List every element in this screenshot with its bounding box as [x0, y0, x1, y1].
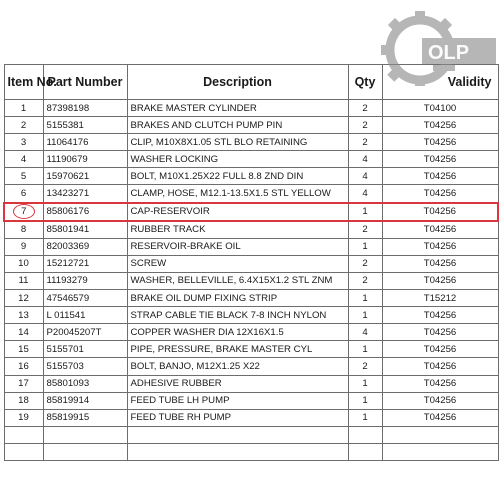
cell-qty: 1	[348, 203, 382, 221]
cell-qty: 4	[348, 151, 382, 168]
cell-description: RUBBER TRACK	[127, 221, 348, 239]
cell-description: BOLT, M10X1.25X22 FULL 8.8 ZND DIN	[127, 168, 348, 185]
table-row	[4, 358, 498, 375]
cell-part-number: 47546579	[43, 290, 127, 307]
cell-qty: 4	[348, 324, 382, 341]
table-row	[4, 134, 498, 151]
cell-item-no: 16	[4, 358, 43, 375]
cell-validity	[382, 443, 498, 460]
cell-item-no: 12	[4, 290, 43, 307]
cell-description: STRAP CABLE TIE BLACK 7-8 INCH NYLON	[127, 307, 348, 324]
cell-description: BRAKE MASTER CYLINDER	[127, 100, 348, 117]
cell-validity: T04256	[382, 272, 498, 289]
cell-description: COPPER WASHER DIA 12X16X1.5	[127, 324, 348, 341]
cell-item-no: 2	[4, 117, 43, 134]
cell-validity: T04256	[382, 238, 498, 255]
cell-item-no: 9	[4, 238, 43, 255]
cell-item-no: 3	[4, 134, 43, 151]
cell-item-no: 8	[4, 221, 43, 239]
cell-item-no: 17	[4, 375, 43, 392]
cell-item-no: 10	[4, 255, 43, 272]
cell-description	[127, 443, 348, 460]
cell-qty: 2	[348, 134, 382, 151]
table-row	[4, 409, 498, 426]
cell-description: RESERVOIR-BRAKE OIL	[127, 238, 348, 255]
company-logo	[378, 8, 498, 86]
cell-description: CAP-RESERVOIR	[127, 203, 348, 221]
cell-description: CLIP, M10X8X1.05 STL BLO RETAINING	[127, 134, 348, 151]
cell-item-no: 4	[4, 151, 43, 168]
cell-part-number: 5155381	[43, 117, 127, 134]
table-row	[4, 100, 498, 117]
cell-validity: T04256	[382, 221, 498, 239]
highlight-circle: 7	[13, 204, 35, 219]
table-row	[4, 255, 498, 272]
cell-item-no: 6	[4, 185, 43, 203]
table-row	[4, 151, 498, 168]
cell-part-number: 11064176	[43, 134, 127, 151]
cell-part-number: 11190679	[43, 151, 127, 168]
cell-qty: 2	[348, 272, 382, 289]
cell-qty: 2	[348, 358, 382, 375]
cell-part-number: 82003369	[43, 238, 127, 255]
cell-item-no: 14	[4, 324, 43, 341]
cell-qty: 1	[348, 375, 382, 392]
cell-item-no: 13	[4, 307, 43, 324]
table-row	[4, 392, 498, 409]
cell-validity: T04256	[382, 203, 498, 221]
cell-part-number: P20045207T	[43, 324, 127, 341]
cell-validity: T04256	[382, 117, 498, 134]
cell-qty: 4	[348, 185, 382, 203]
cell-part-number	[43, 426, 127, 443]
table-row	[4, 307, 498, 324]
cell-part-number: 11193279	[43, 272, 127, 289]
cell-item-no: 19	[4, 409, 43, 426]
cell-part-number: 85819914	[43, 392, 127, 409]
cell-item-no	[4, 426, 43, 443]
cell-description: FEED TUBE LH PUMP	[127, 392, 348, 409]
cell-description: BRAKES AND CLUTCH PUMP PIN	[127, 117, 348, 134]
cell-item-no: 5	[4, 168, 43, 185]
table-row	[4, 443, 498, 460]
cell-qty: 1	[348, 307, 382, 324]
cell-description: WASHER LOCKING	[127, 151, 348, 168]
table-row	[4, 168, 498, 185]
table-row	[4, 221, 498, 239]
cell-validity: T04256	[382, 168, 498, 185]
cell-qty: 2	[348, 100, 382, 117]
header-part-number: Part Number	[43, 65, 127, 100]
cell-item-no: 11	[4, 272, 43, 289]
cell-validity: T04256	[382, 375, 498, 392]
cell-part-number: 85801093	[43, 375, 127, 392]
table-row	[4, 272, 498, 289]
cell-validity: T04256	[382, 185, 498, 203]
cell-description: ADHESIVE RUBBER	[127, 375, 348, 392]
cell-validity	[382, 426, 498, 443]
cell-validity: T04256	[382, 151, 498, 168]
cell-qty: 1	[348, 238, 382, 255]
header-qty: Qty	[348, 65, 382, 100]
cell-item-no: 15	[4, 341, 43, 358]
cell-description: CLAMP, HOSE, M12.1-13.5X1.5 STL YELLOW	[127, 185, 348, 203]
cell-validity: T15212	[382, 290, 498, 307]
table-row	[4, 341, 498, 358]
cell-validity: T04256	[382, 392, 498, 409]
cell-part-number: L 011541	[43, 307, 127, 324]
cell-part-number: 13423271	[43, 185, 127, 203]
cell-description: SCREW	[127, 255, 348, 272]
cell-validity: T04256	[382, 341, 498, 358]
table-row	[4, 238, 498, 255]
cell-qty: 1	[348, 392, 382, 409]
cell-qty: 2	[348, 221, 382, 239]
cell-validity: T04256	[382, 307, 498, 324]
cell-part-number	[43, 443, 127, 460]
cell-description: BOLT, BANJO, M12X1.25 X22	[127, 358, 348, 375]
cell-description: PIPE, PRESSURE, BRAKE MASTER CYL	[127, 341, 348, 358]
table-row	[4, 203, 498, 221]
table-row	[4, 117, 498, 134]
cell-validity: T04256	[382, 255, 498, 272]
cell-part-number: 85806176	[43, 203, 127, 221]
cell-qty: 1	[348, 409, 382, 426]
table-row	[4, 324, 498, 341]
table-row	[4, 375, 498, 392]
cell-part-number: 15970621	[43, 168, 127, 185]
cell-description	[127, 426, 348, 443]
cell-validity: T04256	[382, 409, 498, 426]
cell-part-number: 5155701	[43, 341, 127, 358]
header-description: Description	[127, 65, 348, 100]
cell-description: FEED TUBE RH PUMP	[127, 409, 348, 426]
cell-description: BRAKE OIL DUMP FIXING STRIP	[127, 290, 348, 307]
cell-qty: 4	[348, 168, 382, 185]
cell-qty: 2	[348, 117, 382, 134]
cell-part-number: 85819915	[43, 409, 127, 426]
cell-qty	[348, 426, 382, 443]
cell-validity: T04256	[382, 324, 498, 341]
cell-part-number: 87398198	[43, 100, 127, 117]
parts-table	[3, 64, 499, 461]
cell-qty: 2	[348, 255, 382, 272]
cell-part-number: 85801941	[43, 221, 127, 239]
cell-validity: T04100	[382, 100, 498, 117]
cell-validity: T04256	[382, 358, 498, 375]
header-validity: Validity	[382, 65, 498, 100]
header-item-no: Item No.	[4, 65, 43, 100]
table-row	[4, 290, 498, 307]
cell-item-no: 18	[4, 392, 43, 409]
cell-item-no: 1	[4, 100, 43, 117]
cell-item-no	[4, 443, 43, 460]
cell-part-number: 5155703	[43, 358, 127, 375]
cell-item-no	[4, 203, 43, 221]
cell-description: WASHER, BELLEVILLE, 6.4X15X1.2 STL ZNM	[127, 272, 348, 289]
table-row	[4, 185, 498, 203]
cell-qty: 1	[348, 290, 382, 307]
cell-validity: T04256	[382, 134, 498, 151]
logo-text: OLP	[428, 42, 470, 64]
cell-part-number: 15212721	[43, 255, 127, 272]
cell-qty: 1	[348, 341, 382, 358]
table-row	[4, 426, 498, 443]
cell-qty	[348, 443, 382, 460]
